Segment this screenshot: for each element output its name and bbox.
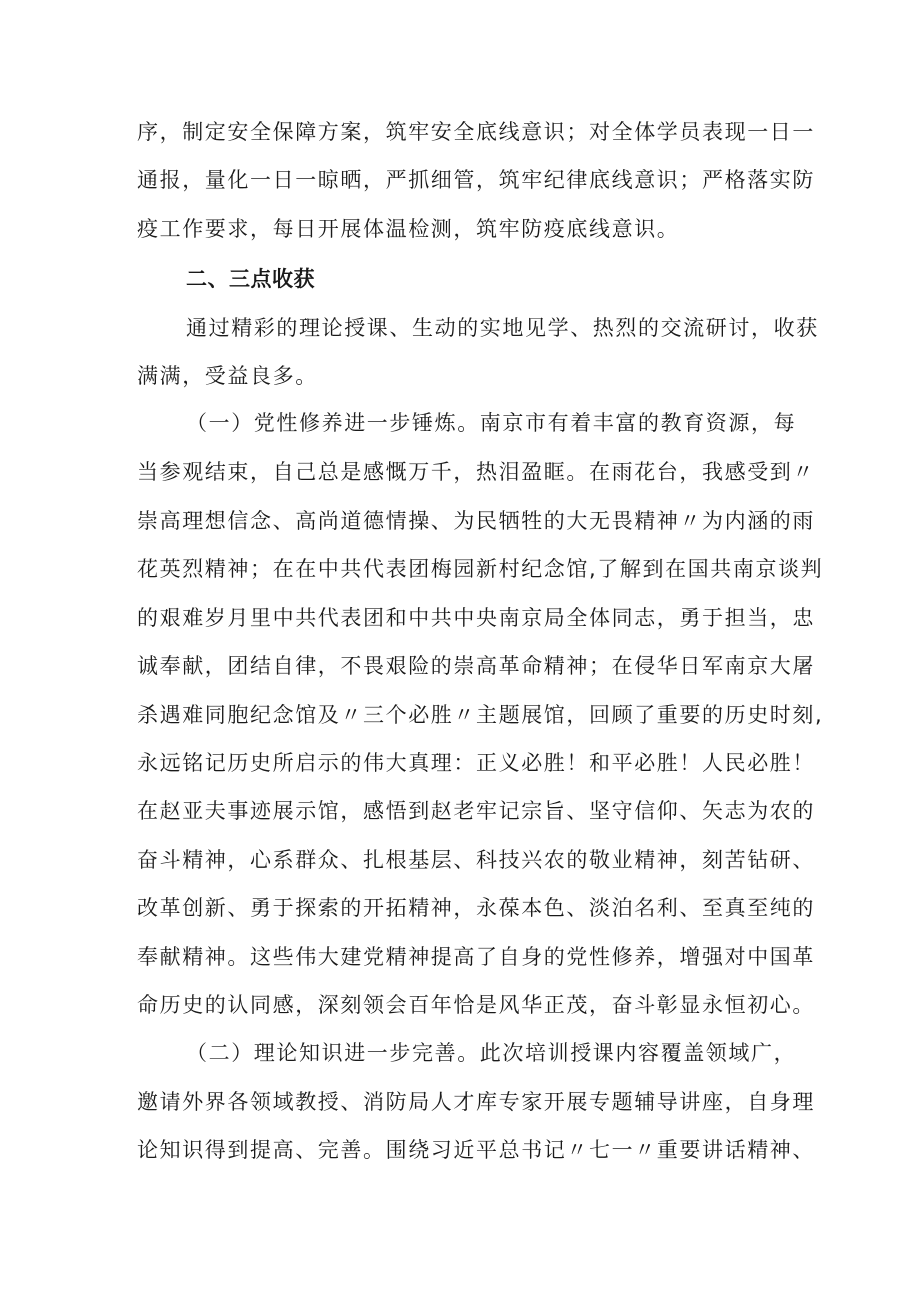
text-line: 疫工作要求，每日开展体温检测，筑牢防疫底线意识。 [137,217,680,241]
text-line: 命历史的认同感，深刻领会百年恰是风华正茂，奋斗彰显永恒初心。 [137,993,815,1017]
text-line: 通过精彩的理论授课、生动的实地见学、热烈的交流研讨，收获 [186,316,819,340]
section-heading: 二、三点收获 [186,267,315,291]
text-line: 论知识得到提高、完善。围绕习近平总书记〃七一〃重要讲话精神、 [137,1138,815,1162]
text-line: 永远铭记历史所启示的伟大真理：正义必胜！和平必胜！人民必胜！ [137,751,815,775]
text-line: 当参观结束，自己总是感慨万千，热泪盈眶。在雨花台，我感受到〃 [137,460,815,484]
text-line: 满满，受益良多。 [137,364,318,388]
text-line: 邀请外界各领域教授、消防局人才库专家开展专题辅导讲座，自身理 [137,1090,815,1114]
text-line: 通报，量化一日一晾晒，严抓细管，筑牢纪律底线意识；严格落实防 [137,168,815,192]
subsection-line: （二）理论知识进一步完善。此次培训授课内容覆盖领域广， [186,1041,797,1065]
text-line: 花英烈精神；在在中共代表团梅园新村纪念馆,了解到在国共南京谈判 [137,557,824,581]
text-line: 的艰难岁月里中共代表团和中共中央南京局全体同志，勇于担当，忠 [137,606,815,630]
text-line: 序，制定安全保障方案，筑牢安全底线意识；对全体学员表现一日一 [137,120,815,144]
text-line: 崇高理想信念、高尚道德情操、为民牺牲的大无畏精神〃为内涵的雨 [137,509,815,533]
text-line: 改革创新、勇于探索的开拓精神，永葆本色、淡泊名利、至真至纯的 [137,896,815,920]
text-line: 诚奉献，团结自律，不畏艰险的崇高革命精神；在侵华日军南京大屠 [137,654,815,678]
subsection-line: （一）党性修养进一步锤炼。南京市有着丰富的教育资源，每 [186,411,797,435]
text-line: 在赵亚夫事迹展示馆，感悟到赵老牢记宗旨、坚守信仰、矢志为农的 [137,799,815,823]
text-line: 杀遇难同胞纪念馆及〃三个必胜〃主题展馆，回顾了重要的历史时刻, [137,703,824,727]
text-line: 奋斗精神，心系群众、扎根基层、科技兴农的敬业精神，刻苦钻研、 [137,848,815,872]
text-line: 奉献精神。这些伟大建党精神提高了自身的党性修养，增强对中国革 [137,945,815,969]
